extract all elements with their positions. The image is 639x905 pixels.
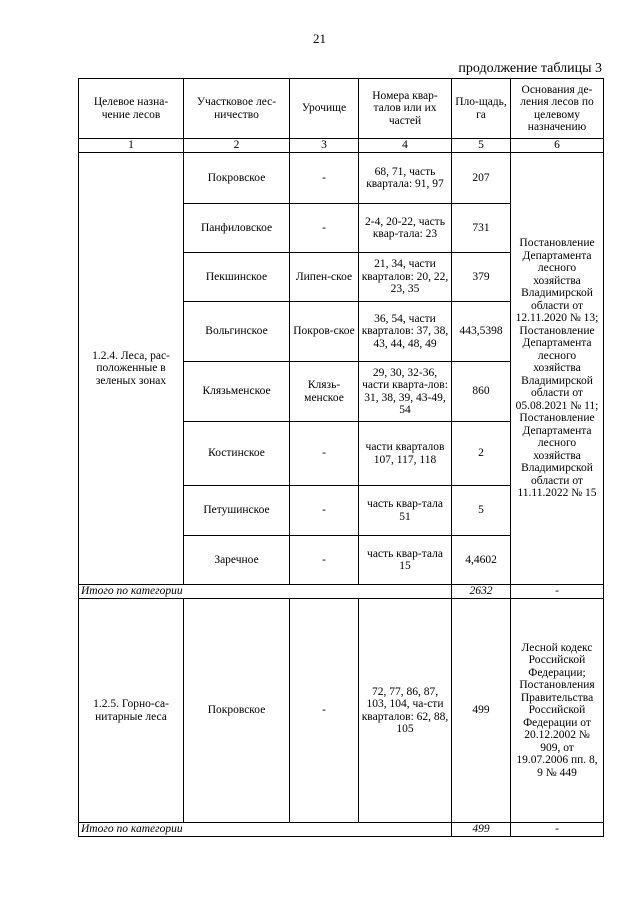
forest-purpose-table (78, 78, 604, 837)
forestry-cell: Клязьменское (184, 362, 290, 422)
quarters-cell: 72, 77, 86, 87, 103, 104, ча-сти кварталов: 62, 88, 105 (359, 599, 452, 823)
area-cell: 379 (452, 253, 511, 302)
tract-cell: - (290, 536, 359, 585)
quarters-cell: 2-4, 20-22, часть квар-тала: 23 (359, 204, 452, 253)
tract-cell: - (290, 422, 359, 486)
area-cell: 4,4602 (452, 536, 511, 585)
column-number: 4 (359, 139, 452, 153)
forestry-cell: Петушинское (184, 486, 290, 536)
area-cell: 499 (452, 599, 511, 823)
quarters-cell: части кварталов 107, 117, 118 (359, 422, 452, 486)
forestry-cell: Заречное (184, 536, 290, 585)
area-cell: 5 (452, 486, 511, 536)
subtotal-basis: - (511, 585, 604, 599)
quarters-cell: часть квар-тала 51 (359, 486, 452, 536)
column-number: 1 (79, 139, 184, 153)
header-basis: Основания де-ления лесов по целевому назначению (511, 79, 604, 139)
quarters-cell: 21, 34, части кварталов: 20, 22, 23, 35 (359, 253, 452, 302)
header-area: Пло-щадь, га (452, 79, 511, 139)
header-quarters: Номера квар-талов или их частей (359, 79, 452, 139)
area-cell: 207 (452, 153, 511, 204)
tract-cell: Клязь-менское (290, 362, 359, 422)
quarters-cell: 68, 71, часть квартала: 91, 97 (359, 153, 452, 204)
subtotal-label: Итого по категории (79, 823, 452, 837)
forestry-cell: Вольгинское (184, 302, 290, 362)
subtotal-basis: - (511, 823, 604, 837)
basis-cell: Лесной кодекс Российской Федерации; Постановления Правительства Российской Федерации от 20.12.2002 № 909, от 19.07.2006 пп. 8, 9 № 449 (511, 599, 604, 823)
header-tract: Урочище (290, 79, 359, 139)
purpose-cell: 1.2.5. Горно-са-нитарные леса (79, 599, 184, 823)
quarters-cell: часть квар-тала 15 (359, 536, 452, 585)
tract-cell: - (290, 204, 359, 253)
tract-cell: - (290, 599, 359, 823)
table-row (79, 153, 604, 204)
subtotal-row (79, 585, 604, 599)
subtotal-area: 499 (452, 823, 511, 837)
tract-cell: - (290, 153, 359, 204)
quarters-cell: 29, 30, 32-36, части кварта-лов: 31, 38, 39, 43-49, 54 (359, 362, 452, 422)
tract-cell: - (290, 486, 359, 536)
tract-cell: Покров-ское (290, 302, 359, 362)
forestry-cell: Покровское (184, 153, 290, 204)
subtotal-area: 2632 (452, 585, 511, 599)
tract-cell: Липен-ское (290, 253, 359, 302)
basis-cell: Постановление Департамента лесного хозяйства Владимирской области от 12.11.2020 № 13; Постановление Департамента лесного хозяйства Владимирской области от 05.08.2021 № 11; Постановление Департамента лесного хозяйства Владимирской области от 11.11.2022 № 15 (511, 153, 604, 585)
area-cell: 2 (452, 422, 511, 486)
forestry-cell: Панфиловское (184, 204, 290, 253)
column-number: 2 (184, 139, 290, 153)
column-number: 6 (511, 139, 604, 153)
page-number: 21 (313, 31, 326, 46)
quarters-cell: 36, 54, части кварталов: 37, 38, 43, 44, 48, 49 (359, 302, 452, 362)
subtotal-label: Итого по категории (79, 585, 452, 599)
subtotal-row (79, 823, 604, 837)
table-caption: продолжение таблицы 3 (458, 61, 602, 76)
area-cell: 443,5398 (452, 302, 511, 362)
purpose-cell: 1.2.4. Леса, рас-положенные в зеленых зонах (79, 153, 184, 585)
forestry-cell: Костинское (184, 422, 290, 486)
column-number-row (79, 139, 604, 153)
area-cell: 731 (452, 204, 511, 253)
table-row (79, 599, 604, 823)
area-cell: 860 (452, 362, 511, 422)
column-number: 3 (290, 139, 359, 153)
header-purpose: Целевое назна-чение лесов (79, 79, 184, 139)
column-number: 5 (452, 139, 511, 153)
header-forestry: Участковое лес-ничество (184, 79, 290, 139)
header-row (79, 79, 604, 139)
forestry-cell: Покровское (184, 599, 290, 823)
forestry-cell: Пекшинское (184, 253, 290, 302)
